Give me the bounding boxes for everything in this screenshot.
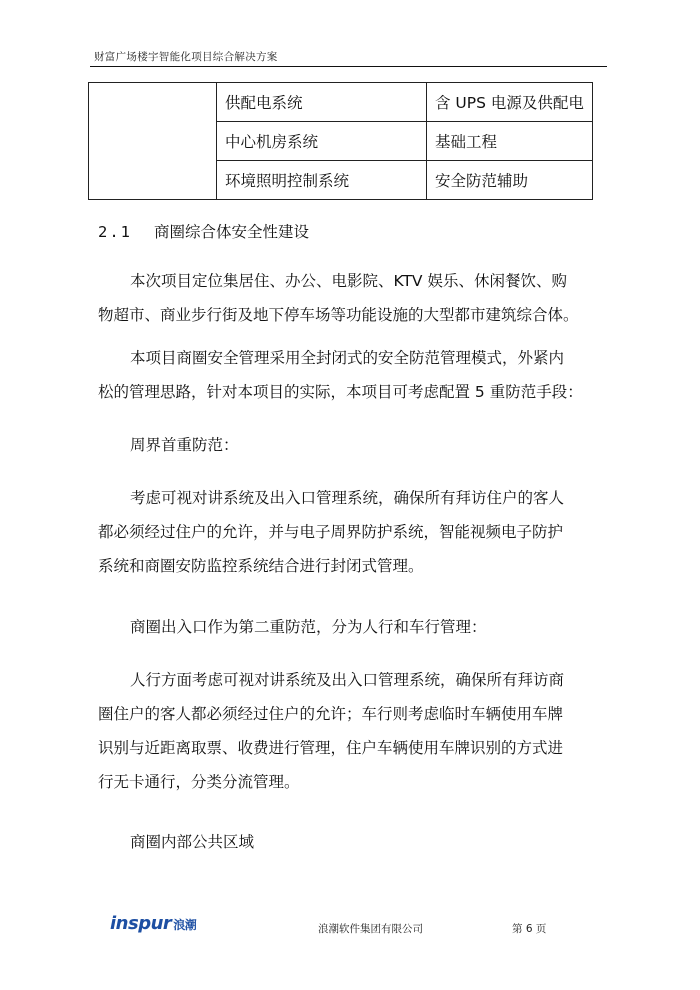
section-heading bbox=[98, 220, 309, 242]
logo-wordmark: inspur bbox=[110, 913, 172, 934]
paragraph bbox=[98, 428, 608, 462]
paragraph-line: 系统和商圈安防监控系统结合进行封闭式管理。 bbox=[98, 557, 424, 575]
paragraph-line: 本次项目定位集居住、办公、电影院、KTV 娱乐、休闲餐饮、购 bbox=[130, 272, 567, 290]
paragraph-line: 都必须经过住户的允许，并与电子周界防护系统，智能视频电子防护 bbox=[98, 523, 564, 541]
table-cell: 供配电系统 bbox=[217, 83, 427, 122]
paragraph-line: 圈住户的客人都必须经过住户的允许；车行则考虑临时车辆使用车牌 bbox=[98, 705, 564, 723]
section-number: 2.1 bbox=[98, 223, 132, 241]
header-title: 财富广场楼宇智能化项目综合解决方案 bbox=[94, 51, 278, 63]
paragraph-line: 识别与近距离取票、收费进行管理，住户车辆使用车牌识别的方式进 bbox=[98, 739, 564, 757]
paragraph-line: 松的管理思路，针对本项目的实际，本项目可考虑配置 5 重防范手段： bbox=[98, 383, 583, 401]
paragraph bbox=[98, 481, 608, 583]
table-cell: 含 UPS 电源及供配电 bbox=[427, 83, 593, 122]
paragraph-line: 商圈出入口作为第二重防范，分为人行和车行管理： bbox=[130, 618, 487, 636]
paragraph bbox=[98, 825, 608, 859]
paragraph-line: 考虑可视对讲系统及出入口管理系统，确保所有拜访住户的客人 bbox=[130, 489, 565, 507]
inspur-logo bbox=[110, 913, 196, 934]
system-table bbox=[88, 82, 593, 200]
table-row bbox=[89, 83, 593, 122]
paragraph-line: 人行方面考虑可视对讲系统及出入口管理系统，确保所有拜访商 bbox=[130, 671, 565, 689]
table-cell-merged bbox=[89, 83, 217, 200]
page-number: 第 6 页 bbox=[512, 923, 547, 935]
paragraph-line: 物超市、商业步行街及地下停车场等功能设施的大型都市建筑综合体。 bbox=[98, 306, 579, 324]
paragraph-line: 行无卡通行，分类分流管理。 bbox=[98, 773, 300, 791]
footer-company: 浪潮软件集团有限公司 bbox=[318, 923, 423, 935]
header-rule bbox=[90, 66, 607, 67]
paragraph-line: 本项目商圈安全管理采用全封闭式的安全防范管理模式，外紧内 bbox=[130, 349, 565, 367]
section-title: 商圈综合体安全性建设 bbox=[154, 223, 310, 241]
paragraph-line: 周界首重防范： bbox=[130, 436, 239, 454]
table-cell: 环境照明控制系统 bbox=[217, 161, 427, 200]
paragraph bbox=[98, 341, 608, 409]
paragraph bbox=[98, 264, 608, 332]
table-cell: 安全防范辅助 bbox=[427, 161, 593, 200]
table-cell: 中心机房系统 bbox=[217, 122, 427, 161]
paragraph bbox=[98, 610, 608, 644]
logo-chinese: 浪潮 bbox=[173, 918, 197, 932]
table-cell: 基础工程 bbox=[427, 122, 593, 161]
paragraph bbox=[98, 663, 608, 799]
paragraph-line: 商圈内部公共区域 bbox=[130, 833, 255, 851]
